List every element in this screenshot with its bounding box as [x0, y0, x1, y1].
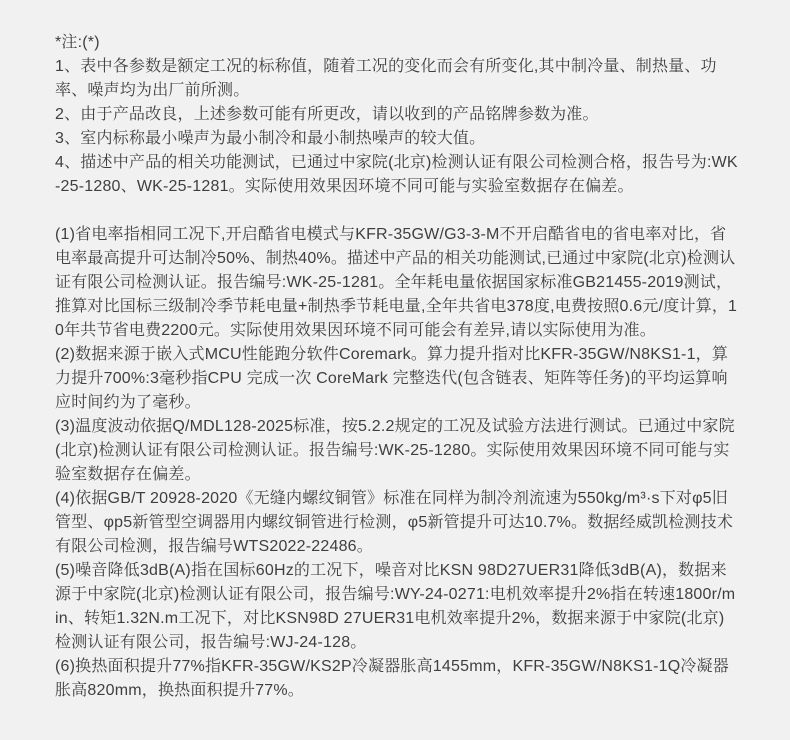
footnote-1: (1)省电率指相同工况下,开启酷省电模式与KFR-35GW/G3-3-M不开启酷省电的省电率对比，省电率最高提升可达制冷50%、制热40%。描述中产品的相关功能测试,已通过中家院(北京)检测认证有限公司检测认证。报告编号:WK-25-1281。全年耗电量依据国家标准GB21455-2019测试，推算对比国标三级制冷季节耗电量+制热季节耗电量,全年共省电378度,电费按照0.6元/度计算，10年共节省电费2200元。实际使用效果因环境不同可能会有差异,请以实际使用为准。	[55, 226, 738, 339]
note-item-4: 4、描述中产品的相关功能测试，已通过中家院(北京)检测认证有限公司检测合格，报告号为:WK-25-1280、WK-25-1281。实际使用效果因环境不同可能与实验室数据存在偏差。	[55, 154, 738, 195]
footnote-6: (6)换热面积提升77%指KFR-35GW/KS2P冷凝器胀高1455mm，KFR-35GW/N8KS1-1Q冷凝器胀高820mm，换热面积提升77%。	[55, 658, 729, 699]
notes-section	[55, 31, 739, 199]
note-item-2: 2、由于产品改良，上述参数可能有所更改，请以收到的产品铭牌参数为准。	[55, 106, 599, 123]
footnote-5: (5)噪音降低3dB(A)指在国标60Hz的工况下，噪音对比KSN 98D27UER31降低3dB(A)，数据来源于中家院(北京)检测认证有限公司，报告编号:WY-24-0271:电机效率提升2%指在转速1800r/min、转矩1.32N.m工况下，对比KSN98D 27UER31电机效率提升2%，数据来源于中家院(北京)检测认证有限公司，报告编号:WJ-24-128。	[55, 562, 736, 651]
note-header: *注:(*)	[55, 34, 100, 51]
footnote-3: (3)温度波动依据Q/MDL128-2025标准，按5.2.2规定的工况及试验方法进行测试。已通过中家院(北京)检测认证有限公司检测认证。报告编号:WK-25-1280。实际使用效果因环境不同可能与实验室数据存在偏差。	[55, 418, 735, 483]
disclaimer-text-block	[55, 31, 739, 703]
footnote-2: (2)数据来源于嵌入式MCU性能跑分软件Coremark。算力提升指对比KFR-35GW/N8KS1-1，算力提升700%:3毫秒指CPU 完成一次 CoreMark 完整迭代(包含链表、矩阵等任务)的平均运算响应时间约为了毫秒。	[55, 346, 729, 411]
footnotes-section	[55, 223, 739, 703]
note-item-1: 1、表中各参数是额定工况的标称值，随着工况的变化而会有所变化,其中制冷量、制热量、功率、噪声均为出厂前所测。	[55, 58, 717, 99]
footnote-4: (4)依据GB/T 20928-2020《无缝内螺纹铜管》标准在同样为制冷剂流速为550kg/m³·s下对φ5旧管型、φp5新管型空调器用内螺纹铜管进行检测，φ5新管提升可达10.7%。数据经威凯检测技术有限公司检测，报告编号WTS2022-22486。	[55, 490, 734, 555]
note-item-3: 3、室内标称最小噪声为最小制冷和最小制热噪声的较大值。	[55, 130, 486, 147]
